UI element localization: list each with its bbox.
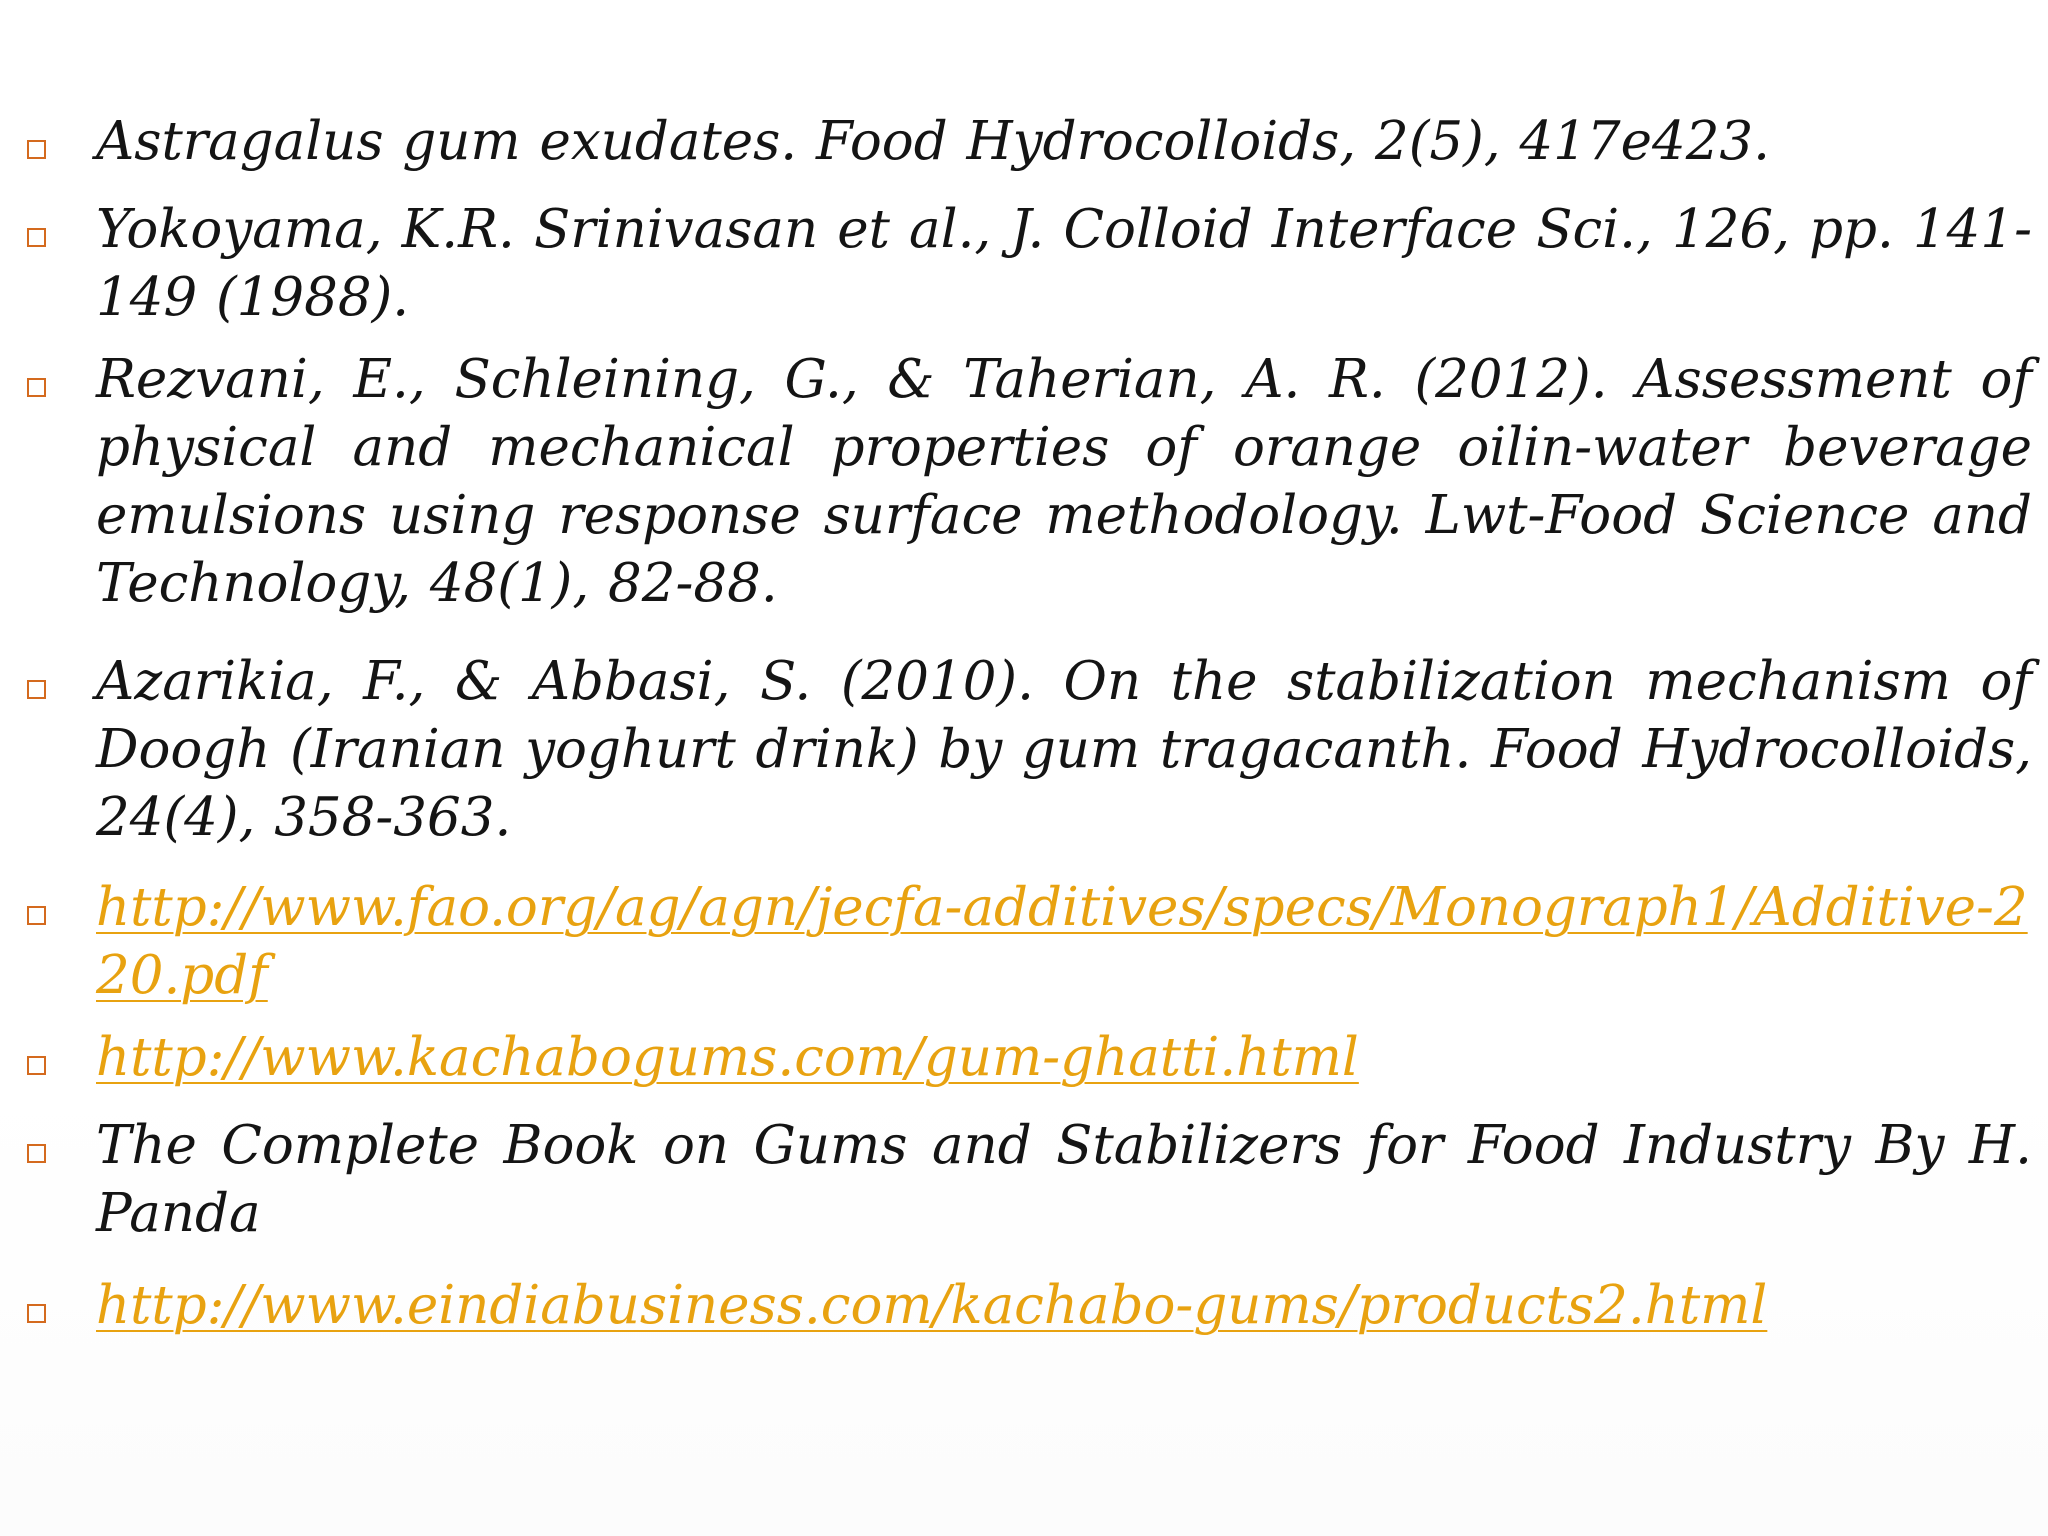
reference-text: Yokoyama, K.R. Srinivasan et al., J. Colloid Interface Sci., 126, pp. 141-149 (1988). [96, 199, 2032, 328]
reference-text: The Complete Book on Gums and Stabilizers for Food Industry By H. Panda [96, 1115, 2032, 1244]
reference-text: Azarikia, F., & Abbasi, S. (2010). On the stabilization mechanism of Doogh (Iranian yoghurt drink) by gum tragacanth. Food Hydrocolloids, 24(4), 358-363. [96, 651, 2032, 848]
hollow-square-bullet-icon [27, 140, 46, 159]
hollow-square-bullet-icon [27, 378, 46, 397]
reference-text: Astragalus gum exudates. Food Hydrocolloids, 2(5), 417e423. [96, 111, 1770, 172]
hollow-square-bullet-icon [27, 1304, 46, 1323]
reference-link[interactable]: http://www.eindiabusiness.com/kachabo-gums/products2.html [96, 1275, 1768, 1336]
hollow-square-bullet-icon [27, 1056, 46, 1075]
reference-link[interactable]: http://www.fao.org/ag/agn/jecfa-additives/specs/Monograph1/Additive-220.pdf [96, 877, 2028, 1006]
hollow-square-bullet-icon [27, 1144, 46, 1163]
hollow-square-bullet-icon [27, 906, 46, 925]
reference-text: Rezvani, E., Schleining, G., & Taherian, A. R. (2012). Assessment of physical and mechanical properties of orange oilin-water beverage emulsions using response surface methodology. Lwt-Food Science and Technology, 48(1), 82-88. [96, 349, 2032, 614]
hollow-square-bullet-icon [27, 680, 46, 699]
hollow-square-bullet-icon [27, 228, 46, 247]
reference-link[interactable]: http://www.kachabogums.com/gum-ghatti.html [96, 1027, 1359, 1088]
